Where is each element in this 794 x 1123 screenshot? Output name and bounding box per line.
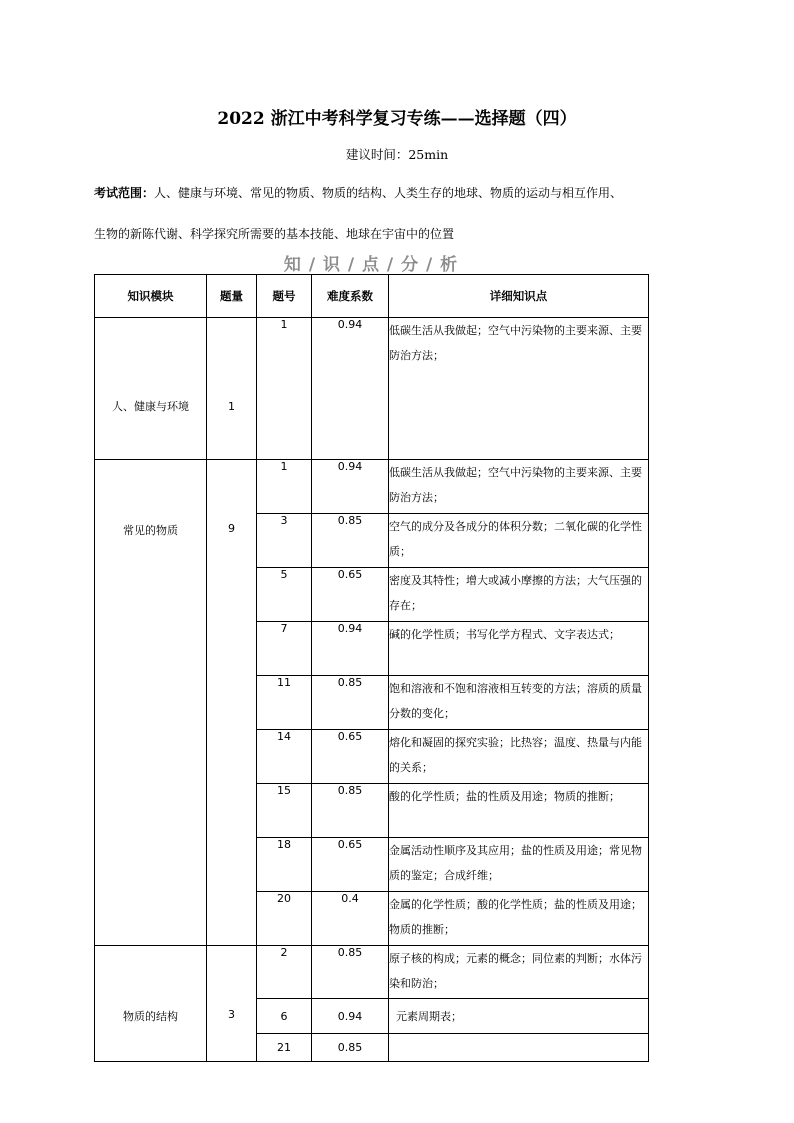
difficulty-cell: 0.94 bbox=[312, 460, 389, 514]
module-cell bbox=[95, 946, 207, 1062]
difficulty-cell: 0.85 bbox=[312, 1034, 389, 1062]
detail-cell: 元素周期表； bbox=[389, 999, 649, 1034]
difficulty-cell: 0.4 bbox=[312, 892, 389, 946]
difficulty-cell: 0.94 bbox=[312, 999, 389, 1034]
detail-cell: 饱和溶液和不饱和溶液相互转变的方法；溶质的质量分数的变化； bbox=[389, 676, 649, 730]
question-no-cell: 5 bbox=[257, 568, 312, 622]
suggested-time: 建议时间：25min bbox=[345, 147, 449, 162]
difficulty-cell: 0.94 bbox=[312, 622, 389, 676]
difficulty-cell: 0.94 bbox=[312, 318, 389, 460]
table-row bbox=[95, 460, 649, 514]
table-row bbox=[95, 946, 649, 999]
detail-cell: 碱的化学性质；书写化学方程式、文字表达式； bbox=[389, 622, 649, 676]
question-no-cell: 14 bbox=[257, 730, 312, 784]
count-cell bbox=[207, 460, 257, 946]
detail-cell: 空气的成分及各成分的体积分数；二氧化碳的化学性质； bbox=[389, 514, 649, 568]
exam-scope-text-1: 人、健康与环境、常见的物质、物质的结构、人类生存的地球、物质的运动与相互作用、 bbox=[154, 186, 623, 200]
question-no-cell: 3 bbox=[257, 514, 312, 568]
question-no-cell: 15 bbox=[257, 784, 312, 838]
detail-cell: 原子核的构成；元素的概念；同位素的判断；水体污染和防治； bbox=[389, 946, 649, 999]
knowledge-table bbox=[94, 274, 649, 1062]
question-no-cell: 11 bbox=[257, 676, 312, 730]
detail-cell bbox=[389, 1034, 649, 1062]
module-cell: 人、健康与环境 bbox=[95, 318, 207, 460]
count-label: 9 bbox=[228, 522, 235, 535]
question-no-cell: 1 bbox=[257, 460, 312, 514]
exam-scope-line-2: 生物的新陈代谢、科学探究所需要的基本技能、地球在宇宙中的位置 bbox=[94, 227, 455, 241]
difficulty-cell: 0.65 bbox=[312, 730, 389, 784]
count-label: 3 bbox=[228, 1008, 235, 1021]
module-label: 物质的结构 bbox=[123, 1010, 178, 1023]
header-difficulty: 难度系数 bbox=[312, 275, 389, 318]
detail-cell: 金属的化学性质；酸的化学性质；盐的性质及用途；物质的推断； bbox=[389, 892, 649, 946]
detail-cell: 低碳生活从我做起；空气中污染物的主要来源、主要防治方法； bbox=[389, 318, 649, 460]
header-module: 知识模块 bbox=[95, 275, 207, 318]
question-no-cell: 2 bbox=[257, 946, 312, 999]
table-row bbox=[95, 318, 649, 460]
difficulty-cell: 0.65 bbox=[312, 838, 389, 892]
detail-cell: 密度及其特性；增大或减小摩擦的方法；大气压强的存在； bbox=[389, 568, 649, 622]
detail-cell: 低碳生活从我做起；空气中污染物的主要来源、主要防治方法； bbox=[389, 460, 649, 514]
exam-scope-label: 考试范围： bbox=[94, 186, 155, 200]
difficulty-cell: 0.85 bbox=[312, 514, 389, 568]
detail-cell: 熔化和凝固的探究实验；比热容；温度、热量与内能的关系； bbox=[389, 730, 649, 784]
question-no-cell: 20 bbox=[257, 892, 312, 946]
difficulty-cell: 0.65 bbox=[312, 568, 389, 622]
header-count: 题量 bbox=[207, 275, 257, 318]
question-no-cell: 1 bbox=[257, 318, 312, 460]
question-no-cell: 18 bbox=[257, 838, 312, 892]
table-header-row bbox=[95, 275, 649, 318]
count-cell bbox=[207, 946, 257, 1062]
detail-cell: 金属活动性顺序及其应用；盐的性质及用途；常见物质的鉴定；合成纤维； bbox=[389, 838, 649, 892]
difficulty-cell: 0.85 bbox=[312, 946, 389, 999]
question-no-cell: 21 bbox=[257, 1034, 312, 1062]
question-no-cell: 7 bbox=[257, 622, 312, 676]
detail-cell: 酸的化学性质；盐的性质及用途；物质的推断； bbox=[389, 784, 649, 838]
module-cell bbox=[95, 460, 207, 946]
count-cell: 1 bbox=[207, 318, 257, 460]
header-detail: 详细知识点 bbox=[389, 275, 649, 318]
difficulty-cell: 0.85 bbox=[312, 784, 389, 838]
exam-scope-line-1 bbox=[94, 183, 734, 203]
question-no-cell: 6 bbox=[257, 999, 312, 1034]
difficulty-cell: 0.85 bbox=[312, 676, 389, 730]
document-title: 2022 浙江中考科学复习专练——选择题（四） bbox=[217, 109, 577, 129]
header-question-no: 题号 bbox=[257, 275, 312, 318]
knowledge-analysis-heading: 知 / 识 / 点 / 分 / 析 bbox=[283, 255, 459, 275]
module-label: 常见的物质 bbox=[123, 524, 178, 537]
